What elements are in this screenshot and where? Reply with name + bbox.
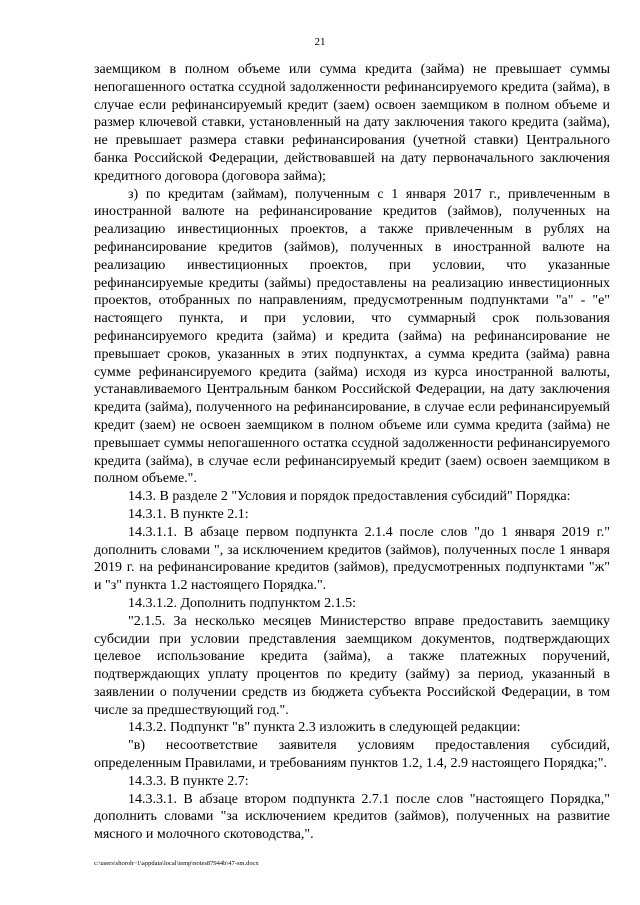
page-number: 21	[314, 36, 326, 48]
paragraph: 14.3.2. Подпункт "в" пункта 2.3 изложить в следующей редакции:	[128, 720, 521, 736]
paragraph: "2.1.5. За несколько месяцев Министерство вправе предоставить заемщику субсидии при условии представления заемщиком документов, подтверждающих целевое использование кредита (займа), а также платежных поручений, подтверждающих уплату процентов по кредиту (займу) за период, указанный в заявлении о получении средств из бюджета субъекта Российской Федерации, в том числе за предшествующий год.".	[94, 613, 610, 718]
paragraph: 14.3.1. В пункте 2.1:	[128, 506, 249, 522]
paragraph: 14.3.1.1. В абзаце первом подпункта 2.1.4 после слов "до 1 января 2019 г." дополнить словами ", за исключением кредитов (займов), полученных после 1 января 2019 г. на рефинансирование кредитов (займов), предусмотренных подпунктами "ж" и "з" пункта 1.2 настоящего Порядка.".	[94, 524, 610, 594]
paragraph: 14.3.1.2. Дополнить подпунктом 2.1.5:	[128, 595, 357, 611]
paragraph: 14.3. В разделе 2 "Условия и порядок предоставления субсидий" Порядка:	[128, 489, 571, 505]
footer-file-path: c:\users\shoroh~1\appdata\local\temp\notes87944b\47-sm.docx	[94, 860, 259, 867]
paragraph: 14.3.3.1. В абзаце втором подпункта 2.7.1 после слов "настоящего Порядка," дополнить словами "за исключением кредитов (займов), полученных на развитие мясного и молочного скотоводства,".	[94, 791, 610, 843]
paragraph: з) по кредитам (займам), полученным с 1 января 2017 г., привлеченным в иностранной валюте на рефинансирование кредитов (займов), полученных на реализацию инвестиционных проектов, а также привлеченным в рублях на рефинансирование кредитов (займов), полученных в иностранной валюте на реализацию инвестиционных проектов, при условии, что указанные рефинансируемые кредиты (займы) предоставлены на реализацию инвестиционных проектов, отобранных по направлениям, предусмотренным подпунктами "а" - "е" настоящего пункта, и при условии, что суммарный срок пользования рефинансируемого кредита (займа) и кредита (займа) на рефинансирование не превышает сроков, указанных в этих подпунктах, а сумма кредита (займа) равна сумме рефинансируемого кредита (займа) исходя из курса иностранной валюты, устанавливаемого Центральным банком Российской Федерации, на дату заключения кредита (займа), полученного на рефинансирование, в случае если рефинансируемый кредит (заем) не освоен заемщиком в полном объеме или сумма кредита (займа) не превышает суммы непогашенного остатка ссудной задолженности рефинансируемого кредита (займа), в случае если рефинансируемый кредит (заем) освоен заемщиком в полном объеме.".	[94, 186, 610, 487]
document-body	[94, 61, 610, 844]
paragraph: заемщиком в полном объеме или сумма кредита (займа) не превышает суммы непогашенного остатка ссудной задолженности рефинансируемого кредита (займа), в случае если рефинансируемый кредит (заем) освоен заемщиком в полном объеме и размер ключевой ставки, установленный на дату заключения такого кредита (займа), не превышает размера ставки рефинансирования (учетной ставки) Центрального банка Российской Федерации, действовавшей на дату первоначального заключения кредитного договора (договора займа);	[94, 62, 610, 184]
paragraph: "в) несоответствие заявителя условиям предоставления субсидий, определенным Правилами, и требованиям пунктов 1.2, 1.4, 2.9 настоящего Порядка;".	[94, 738, 610, 772]
paragraph: 14.3.3. В пункте 2.7:	[128, 773, 249, 789]
